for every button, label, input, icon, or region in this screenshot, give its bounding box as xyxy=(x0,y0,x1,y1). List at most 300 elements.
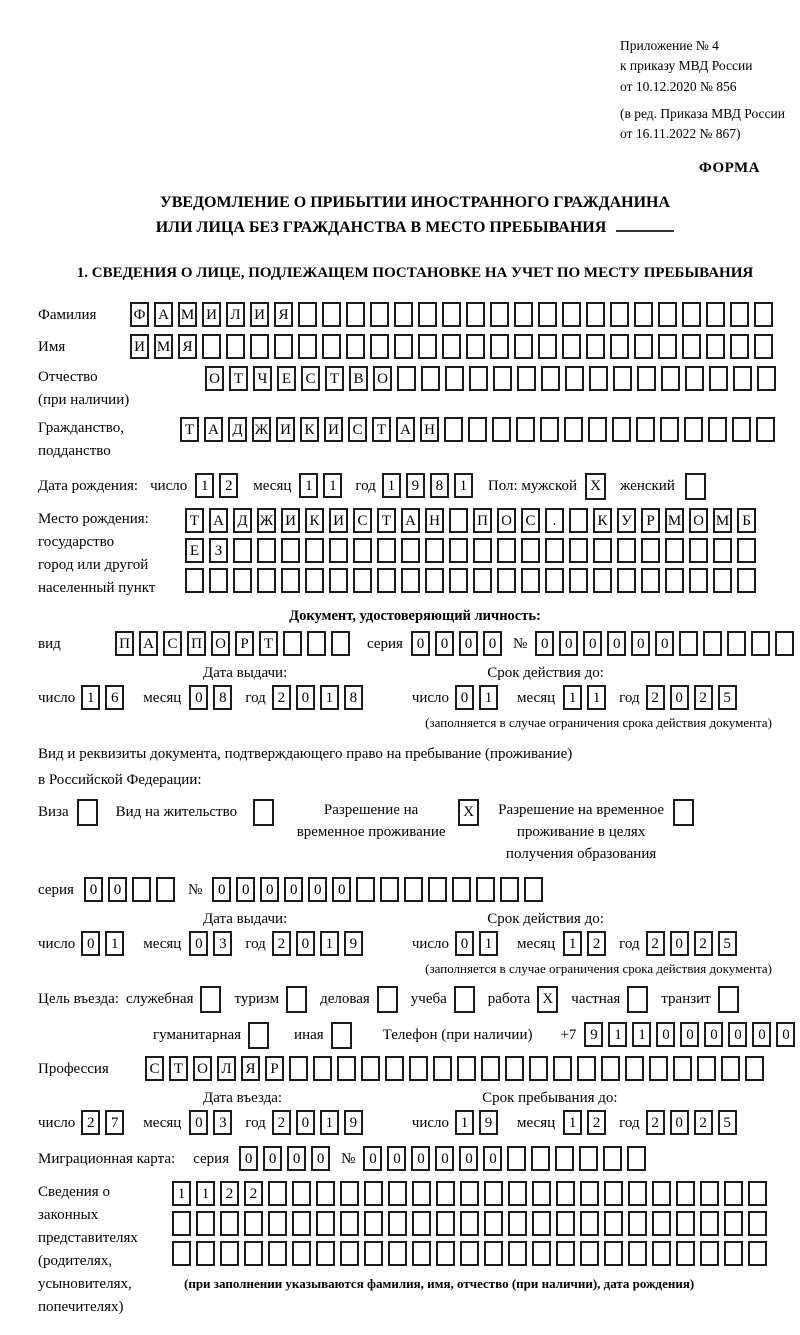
char-box[interactable] xyxy=(532,1211,551,1236)
char-box[interactable]: 7 xyxy=(105,1110,124,1135)
char-box[interactable] xyxy=(748,1241,767,1266)
char-box[interactable]: Я xyxy=(178,334,197,359)
char-box[interactable]: О xyxy=(211,631,230,656)
char-box[interactable] xyxy=(751,631,770,656)
temp-residence-checkbox[interactable]: X xyxy=(458,799,479,826)
char-box[interactable]: 2 xyxy=(694,1110,713,1135)
char-box[interactable]: 0 xyxy=(435,1146,454,1171)
char-box[interactable] xyxy=(538,334,557,359)
char-box[interactable]: 9 xyxy=(406,473,425,498)
char-box[interactable] xyxy=(521,568,540,593)
char-box[interactable] xyxy=(244,1211,263,1236)
char-box[interactable] xyxy=(641,538,660,563)
char-box[interactable] xyxy=(604,1241,623,1266)
char-box[interactable]: 3 xyxy=(213,1110,232,1135)
char-box[interactable] xyxy=(418,302,437,327)
char-box[interactable]: Я xyxy=(274,302,293,327)
char-box[interactable]: А xyxy=(396,417,415,442)
char-box[interactable] xyxy=(721,1056,740,1081)
char-box[interactable]: 1 xyxy=(323,473,342,498)
char-box[interactable]: 2 xyxy=(272,1110,291,1135)
char-box[interactable]: И xyxy=(329,508,348,533)
char-box[interactable] xyxy=(521,538,540,563)
char-box[interactable] xyxy=(634,334,653,359)
char-box[interactable]: 0 xyxy=(728,1022,747,1047)
char-box[interactable] xyxy=(353,568,372,593)
char-box[interactable]: П xyxy=(473,508,492,533)
char-box[interactable] xyxy=(737,538,756,563)
char-box[interactable] xyxy=(703,631,722,656)
char-box[interactable] xyxy=(377,568,396,593)
char-box[interactable]: 0 xyxy=(239,1146,258,1171)
char-box[interactable]: М xyxy=(665,508,684,533)
char-box[interactable] xyxy=(641,568,660,593)
char-box[interactable] xyxy=(490,302,509,327)
char-box[interactable]: И xyxy=(276,417,295,442)
char-box[interactable]: 2 xyxy=(272,685,291,710)
char-box[interactable] xyxy=(538,302,557,327)
char-box[interactable]: Ж xyxy=(252,417,271,442)
char-box[interactable] xyxy=(724,1211,743,1236)
char-box[interactable] xyxy=(394,302,413,327)
char-box[interactable] xyxy=(676,1211,695,1236)
char-box[interactable] xyxy=(346,302,365,327)
char-box[interactable]: 1 xyxy=(455,1110,474,1135)
char-box[interactable] xyxy=(388,1181,407,1206)
char-box[interactable] xyxy=(612,417,631,442)
char-box[interactable]: 8 xyxy=(430,473,449,498)
char-box[interactable] xyxy=(484,1211,503,1236)
char-box[interactable]: Ч xyxy=(253,366,272,391)
char-box[interactable] xyxy=(562,334,581,359)
char-box[interactable] xyxy=(733,366,752,391)
char-box[interactable] xyxy=(730,302,749,327)
char-box[interactable]: К xyxy=(305,508,324,533)
char-box[interactable] xyxy=(673,1056,692,1081)
purpose-transit-checkbox[interactable] xyxy=(718,986,739,1013)
char-box[interactable] xyxy=(370,334,389,359)
char-box[interactable] xyxy=(316,1241,335,1266)
char-box[interactable]: 6 xyxy=(105,685,124,710)
char-box[interactable] xyxy=(564,417,583,442)
char-box[interactable] xyxy=(709,366,728,391)
char-box[interactable] xyxy=(610,302,629,327)
char-box[interactable]: К xyxy=(300,417,319,442)
char-box[interactable]: Е xyxy=(185,538,204,563)
char-box[interactable] xyxy=(724,1181,743,1206)
char-box[interactable] xyxy=(507,1146,526,1171)
char-box[interactable]: 1 xyxy=(479,931,498,956)
char-box[interactable] xyxy=(685,366,704,391)
char-box[interactable]: 8 xyxy=(213,685,232,710)
char-box[interactable] xyxy=(322,334,341,359)
char-box[interactable]: Я xyxy=(241,1056,260,1081)
char-box[interactable] xyxy=(401,568,420,593)
char-box[interactable]: 1 xyxy=(563,685,582,710)
char-box[interactable] xyxy=(220,1241,239,1266)
char-box[interactable]: О xyxy=(205,366,224,391)
char-box[interactable] xyxy=(589,366,608,391)
char-box[interactable] xyxy=(682,334,701,359)
char-box[interactable] xyxy=(329,538,348,563)
char-box[interactable] xyxy=(545,568,564,593)
char-box[interactable]: 0 xyxy=(81,931,100,956)
char-box[interactable] xyxy=(476,877,495,902)
char-box[interactable] xyxy=(505,1056,524,1081)
char-box[interactable]: 1 xyxy=(608,1022,627,1047)
char-box[interactable]: 0 xyxy=(189,1110,208,1135)
char-box[interactable] xyxy=(660,417,679,442)
char-box[interactable]: 0 xyxy=(670,685,689,710)
char-box[interactable] xyxy=(292,1241,311,1266)
char-box[interactable] xyxy=(397,366,416,391)
char-box[interactable] xyxy=(425,568,444,593)
char-box[interactable] xyxy=(514,334,533,359)
char-box[interactable]: М xyxy=(154,334,173,359)
char-box[interactable]: 5 xyxy=(718,685,737,710)
char-box[interactable] xyxy=(682,302,701,327)
char-box[interactable]: 1 xyxy=(382,473,401,498)
char-box[interactable]: 9 xyxy=(479,1110,498,1135)
char-box[interactable]: 8 xyxy=(344,685,363,710)
char-box[interactable] xyxy=(473,538,492,563)
char-box[interactable] xyxy=(757,366,776,391)
char-box[interactable] xyxy=(713,568,732,593)
char-box[interactable] xyxy=(292,1181,311,1206)
char-box[interactable]: 0 xyxy=(483,631,502,656)
char-box[interactable] xyxy=(679,631,698,656)
char-box[interactable] xyxy=(748,1181,767,1206)
char-box[interactable] xyxy=(756,417,775,442)
char-box[interactable] xyxy=(340,1211,359,1236)
char-box[interactable]: Е xyxy=(277,366,296,391)
char-box[interactable] xyxy=(556,1241,575,1266)
char-box[interactable] xyxy=(524,877,543,902)
char-box[interactable]: 0 xyxy=(296,931,315,956)
char-box[interactable] xyxy=(409,1056,428,1081)
char-box[interactable] xyxy=(244,1241,263,1266)
char-box[interactable]: А xyxy=(139,631,158,656)
char-box[interactable] xyxy=(172,1241,191,1266)
char-box[interactable]: 0 xyxy=(332,877,351,902)
char-box[interactable] xyxy=(684,417,703,442)
char-box[interactable]: К xyxy=(593,508,612,533)
char-box[interactable]: Т xyxy=(185,508,204,533)
char-box[interactable] xyxy=(586,334,605,359)
char-box[interactable]: Н xyxy=(425,508,444,533)
char-box[interactable] xyxy=(593,568,612,593)
char-box[interactable]: 0 xyxy=(411,1146,430,1171)
char-box[interactable]: 1 xyxy=(81,685,100,710)
char-box[interactable]: П xyxy=(115,631,134,656)
char-box[interactable] xyxy=(706,302,725,327)
char-box[interactable]: С xyxy=(145,1056,164,1081)
char-box[interactable] xyxy=(428,877,447,902)
char-box[interactable] xyxy=(493,366,512,391)
char-box[interactable] xyxy=(531,1146,550,1171)
char-box[interactable] xyxy=(603,1146,622,1171)
char-box[interactable]: 0 xyxy=(236,877,255,902)
char-box[interactable] xyxy=(377,538,396,563)
char-box[interactable]: 2 xyxy=(81,1110,100,1135)
char-box[interactable] xyxy=(588,417,607,442)
char-box[interactable] xyxy=(132,877,151,902)
char-box[interactable] xyxy=(418,334,437,359)
char-box[interactable] xyxy=(569,568,588,593)
char-box[interactable] xyxy=(307,631,326,656)
purpose-work-checkbox[interactable]: X xyxy=(537,986,558,1013)
char-box[interactable]: 0 xyxy=(459,1146,478,1171)
char-box[interactable]: А xyxy=(401,508,420,533)
char-box[interactable] xyxy=(556,1211,575,1236)
char-box[interactable] xyxy=(298,302,317,327)
char-box[interactable] xyxy=(316,1211,335,1236)
char-box[interactable] xyxy=(649,1056,668,1081)
char-box[interactable] xyxy=(628,1211,647,1236)
char-box[interactable] xyxy=(202,334,221,359)
char-box[interactable]: С xyxy=(521,508,540,533)
char-box[interactable] xyxy=(700,1211,719,1236)
char-box[interactable]: 0 xyxy=(607,631,626,656)
char-box[interactable] xyxy=(340,1181,359,1206)
char-box[interactable] xyxy=(634,302,653,327)
char-box[interactable] xyxy=(540,417,559,442)
char-box[interactable] xyxy=(541,366,560,391)
char-box[interactable] xyxy=(492,417,511,442)
char-box[interactable] xyxy=(497,538,516,563)
char-box[interactable]: А xyxy=(154,302,173,327)
char-box[interactable] xyxy=(676,1181,695,1206)
char-box[interactable]: 0 xyxy=(455,685,474,710)
char-box[interactable]: 1 xyxy=(563,931,582,956)
char-box[interactable]: 0 xyxy=(189,685,208,710)
char-box[interactable] xyxy=(196,1241,215,1266)
char-box[interactable]: . xyxy=(545,508,564,533)
char-box[interactable] xyxy=(442,302,461,327)
char-box[interactable] xyxy=(580,1211,599,1236)
char-box[interactable] xyxy=(593,538,612,563)
char-box[interactable]: 1 xyxy=(320,1110,339,1135)
char-box[interactable] xyxy=(604,1211,623,1236)
char-box[interactable] xyxy=(652,1241,671,1266)
char-box[interactable]: 0 xyxy=(387,1146,406,1171)
char-box[interactable]: 0 xyxy=(559,631,578,656)
char-box[interactable]: 1 xyxy=(320,685,339,710)
char-box[interactable] xyxy=(268,1211,287,1236)
char-box[interactable] xyxy=(652,1181,671,1206)
char-box[interactable] xyxy=(754,302,773,327)
char-box[interactable] xyxy=(569,538,588,563)
char-box[interactable] xyxy=(658,334,677,359)
char-box[interactable]: 1 xyxy=(172,1181,191,1206)
char-box[interactable] xyxy=(364,1181,383,1206)
char-box[interactable]: Р xyxy=(641,508,660,533)
char-box[interactable]: 0 xyxy=(704,1022,723,1047)
char-box[interactable]: 1 xyxy=(196,1181,215,1206)
char-box[interactable] xyxy=(316,1181,335,1206)
char-box[interactable] xyxy=(508,1211,527,1236)
char-box[interactable]: Т xyxy=(180,417,199,442)
char-box[interactable] xyxy=(449,568,468,593)
char-box[interactable] xyxy=(331,631,350,656)
char-box[interactable] xyxy=(748,1211,767,1236)
char-box[interactable]: 0 xyxy=(656,1022,675,1047)
char-box[interactable] xyxy=(613,366,632,391)
char-box[interactable]: 1 xyxy=(479,685,498,710)
char-box[interactable]: 2 xyxy=(272,931,291,956)
char-box[interactable] xyxy=(466,334,485,359)
char-box[interactable] xyxy=(562,302,581,327)
char-box[interactable]: Л xyxy=(217,1056,236,1081)
char-box[interactable] xyxy=(468,417,487,442)
char-box[interactable]: 0 xyxy=(296,1110,315,1135)
char-box[interactable]: 0 xyxy=(287,1146,306,1171)
char-box[interactable]: И xyxy=(250,302,269,327)
char-box[interactable] xyxy=(322,302,341,327)
purpose-private-checkbox[interactable] xyxy=(627,986,648,1013)
char-box[interactable] xyxy=(508,1181,527,1206)
char-box[interactable] xyxy=(457,1056,476,1081)
char-box[interactable]: 0 xyxy=(212,877,231,902)
char-box[interactable]: 2 xyxy=(587,1110,606,1135)
char-box[interactable]: 1 xyxy=(195,473,214,498)
char-box[interactable] xyxy=(724,1241,743,1266)
char-box[interactable] xyxy=(665,538,684,563)
char-box[interactable]: 5 xyxy=(718,1110,737,1135)
char-box[interactable] xyxy=(388,1241,407,1266)
char-box[interactable]: 3 xyxy=(213,931,232,956)
char-box[interactable] xyxy=(442,334,461,359)
char-box[interactable] xyxy=(460,1181,479,1206)
char-box[interactable] xyxy=(730,334,749,359)
char-box[interactable] xyxy=(460,1241,479,1266)
char-box[interactable]: 0 xyxy=(776,1022,795,1047)
char-box[interactable]: Т xyxy=(169,1056,188,1081)
char-box[interactable]: Т xyxy=(372,417,391,442)
char-box[interactable] xyxy=(196,1211,215,1236)
char-box[interactable]: 0 xyxy=(752,1022,771,1047)
char-box[interactable] xyxy=(500,877,519,902)
char-box[interactable]: С xyxy=(348,417,367,442)
char-box[interactable] xyxy=(625,1056,644,1081)
char-box[interactable] xyxy=(305,538,324,563)
char-box[interactable] xyxy=(713,538,732,563)
char-box[interactable] xyxy=(700,1181,719,1206)
char-box[interactable] xyxy=(226,334,245,359)
char-box[interactable]: И xyxy=(130,334,149,359)
char-box[interactable]: В xyxy=(349,366,368,391)
char-box[interactable] xyxy=(745,1056,764,1081)
purpose-other-checkbox[interactable] xyxy=(331,1022,352,1049)
char-box[interactable] xyxy=(484,1241,503,1266)
char-box[interactable]: 0 xyxy=(435,631,454,656)
char-box[interactable] xyxy=(737,568,756,593)
char-box[interactable] xyxy=(532,1241,551,1266)
char-box[interactable] xyxy=(579,1146,598,1171)
char-box[interactable] xyxy=(553,1056,572,1081)
char-box[interactable]: 0 xyxy=(459,631,478,656)
char-box[interactable]: С xyxy=(301,366,320,391)
char-box[interactable]: 0 xyxy=(655,631,674,656)
char-box[interactable] xyxy=(268,1241,287,1266)
visa-checkbox[interactable] xyxy=(77,799,98,826)
char-box[interactable] xyxy=(436,1211,455,1236)
char-box[interactable]: Т xyxy=(259,631,278,656)
char-box[interactable]: 0 xyxy=(483,1146,502,1171)
char-box[interactable] xyxy=(481,1056,500,1081)
char-box[interactable] xyxy=(514,302,533,327)
char-box[interactable]: Д xyxy=(228,417,247,442)
char-box[interactable]: З xyxy=(209,538,228,563)
char-box[interactable]: 0 xyxy=(583,631,602,656)
char-box[interactable]: Н xyxy=(420,417,439,442)
char-box[interactable] xyxy=(569,508,588,533)
char-box[interactable] xyxy=(281,568,300,593)
char-box[interactable]: А xyxy=(204,417,223,442)
char-box[interactable]: 0 xyxy=(84,877,103,902)
char-box[interactable]: Л xyxy=(226,302,245,327)
char-box[interactable] xyxy=(281,538,300,563)
char-box[interactable]: 1 xyxy=(563,1110,582,1135)
char-box[interactable] xyxy=(732,417,751,442)
char-box[interactable]: 1 xyxy=(587,685,606,710)
char-box[interactable] xyxy=(185,568,204,593)
char-box[interactable] xyxy=(532,1181,551,1206)
char-box[interactable] xyxy=(421,366,440,391)
char-box[interactable] xyxy=(689,538,708,563)
char-box[interactable] xyxy=(356,877,375,902)
char-box[interactable] xyxy=(517,366,536,391)
char-box[interactable] xyxy=(652,1211,671,1236)
char-box[interactable]: 0 xyxy=(455,931,474,956)
char-box[interactable]: О xyxy=(689,508,708,533)
char-box[interactable] xyxy=(617,568,636,593)
char-box[interactable]: С xyxy=(163,631,182,656)
char-box[interactable] xyxy=(412,1211,431,1236)
char-box[interactable] xyxy=(529,1056,548,1081)
char-box[interactable] xyxy=(466,302,485,327)
char-box[interactable] xyxy=(700,1241,719,1266)
char-box[interactable] xyxy=(425,538,444,563)
char-box[interactable] xyxy=(754,334,773,359)
char-box[interactable]: 2 xyxy=(244,1181,263,1206)
char-box[interactable] xyxy=(484,1181,503,1206)
char-box[interactable] xyxy=(283,631,302,656)
char-box[interactable] xyxy=(469,366,488,391)
purpose-business-checkbox[interactable] xyxy=(377,986,398,1013)
char-box[interactable] xyxy=(233,568,252,593)
char-box[interactable] xyxy=(412,1181,431,1206)
char-box[interactable] xyxy=(353,538,372,563)
char-box[interactable] xyxy=(380,877,399,902)
char-box[interactable]: 0 xyxy=(631,631,650,656)
char-box[interactable] xyxy=(661,366,680,391)
char-box[interactable] xyxy=(329,568,348,593)
char-box[interactable]: 0 xyxy=(670,1110,689,1135)
char-box[interactable] xyxy=(665,568,684,593)
sex-male-checkbox[interactable]: X xyxy=(585,473,606,500)
char-box[interactable] xyxy=(577,1056,596,1081)
char-box[interactable] xyxy=(404,877,423,902)
char-box[interactable]: 1 xyxy=(632,1022,651,1047)
purpose-official-checkbox[interactable] xyxy=(200,986,221,1013)
char-box[interactable]: Д xyxy=(233,508,252,533)
char-box[interactable]: 0 xyxy=(680,1022,699,1047)
char-box[interactable] xyxy=(436,1241,455,1266)
char-box[interactable]: Ф xyxy=(130,302,149,327)
char-box[interactable]: 2 xyxy=(219,473,238,498)
char-box[interactable] xyxy=(628,1181,647,1206)
